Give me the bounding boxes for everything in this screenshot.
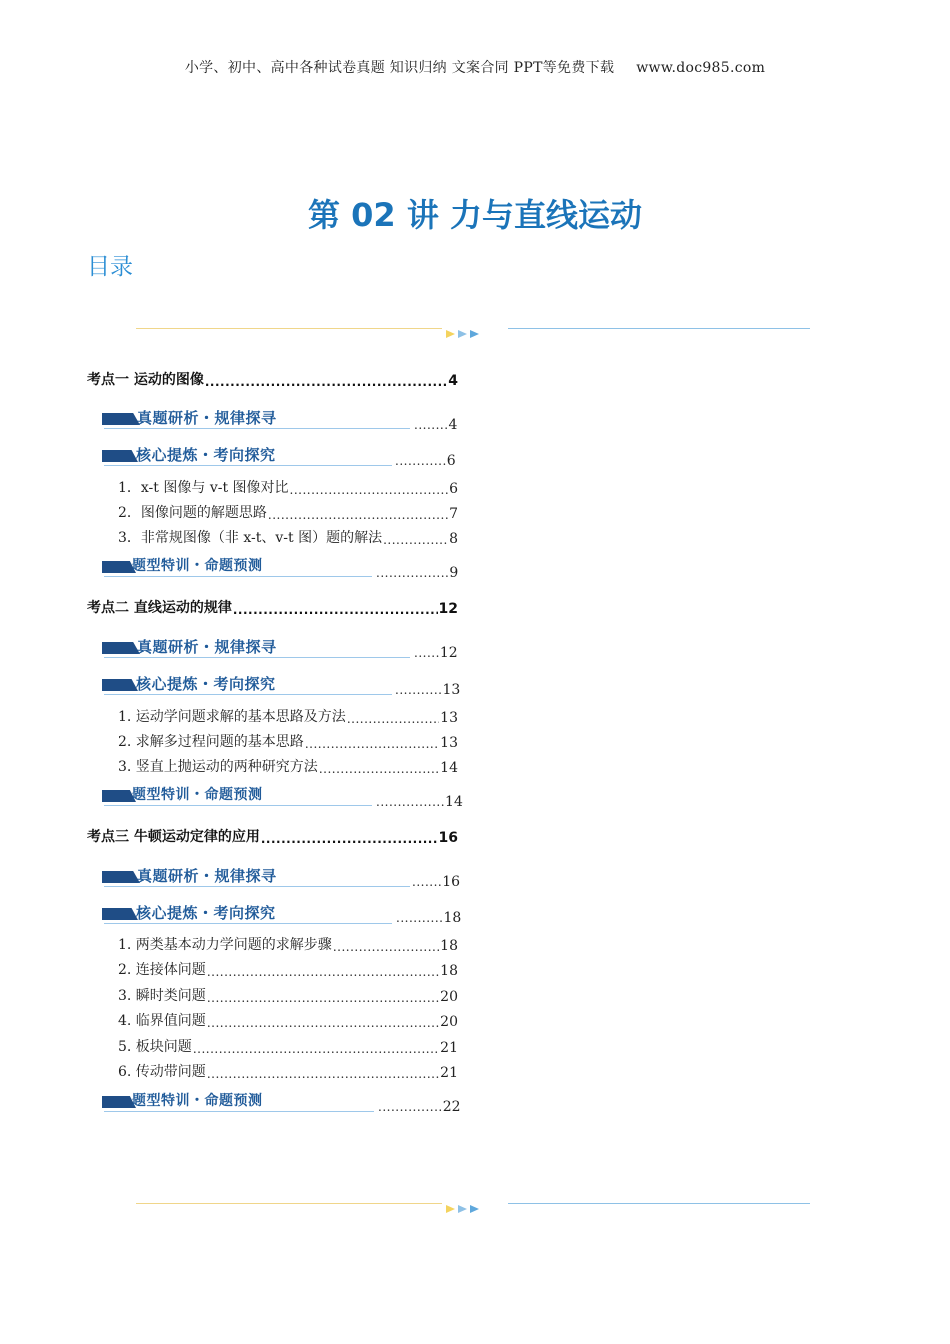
divider-bottom [136, 1198, 810, 1210]
banner-text: 核心提炼・考向探究 [136, 675, 276, 693]
toc-item[interactable]: 4. 临界值问题 ..... 20 [118, 1010, 458, 1030]
banner-zhenti[interactable] [102, 407, 412, 429]
banner-hexin[interactable] [102, 444, 394, 466]
banner-text: 真题研析・规律探寻 [137, 409, 277, 427]
toc-item[interactable]: 1. 运动学问题求解的基本思路及方法 ..... 13 [118, 706, 458, 726]
banner-zhenti[interactable] [102, 636, 412, 658]
banner-text: 题型特训・命题预测 [132, 787, 263, 803]
toc-section-1[interactable] [87, 369, 458, 389]
toc-item[interactable]: 3. 瞬时类问题 ..... 20 [118, 985, 458, 1005]
banner-page: .................9 [376, 565, 459, 581]
banner-page: ...........18 [396, 910, 462, 926]
banner-page: ......12 [414, 645, 458, 661]
toc-page-number: 4 [448, 373, 458, 389]
toc-page-number: 12 [438, 601, 458, 617]
toc-section-3[interactable] [87, 826, 458, 846]
toc-heading: 目录 [87, 254, 133, 280]
banner-page: ................14 [376, 794, 463, 810]
toc-page-number: 16 [438, 830, 458, 846]
banner-text: 题型特训・命题预测 [132, 558, 263, 574]
banner-zhenti[interactable] [102, 865, 412, 887]
page-header [0, 57, 950, 77]
banner-text: 真题研析・规律探寻 [137, 867, 277, 885]
banner-flag-icon [102, 871, 140, 883]
toc-section-title: 考点一 运动的图像 [87, 372, 204, 388]
toc-item[interactable]: 2. 求解多过程问题的基本思路 ..... 13 [118, 731, 458, 751]
triple-arrow-icon [446, 323, 482, 342]
toc-section-2[interactable] [87, 597, 458, 617]
banner-flag-icon [102, 413, 140, 425]
banner-page: .......16 [412, 874, 461, 890]
toc-item[interactable]: 5. 板块问题 ..... 21 [118, 1036, 458, 1056]
toc-item[interactable]: 2. 连接体问题 ..... 18 [118, 959, 458, 979]
toc-item[interactable]: 3. 竖直上抛运动的两种研究方法 ..... 14 [118, 756, 458, 776]
page-title: 第 02 讲 力与直线运动 [308, 196, 642, 234]
banner-tixing[interactable] [102, 784, 374, 806]
banner-flag-icon [102, 790, 136, 802]
banner-tixing[interactable] [102, 1090, 376, 1112]
toc-item[interactable]: 2．图像问题的解题思路 ..... 7 [118, 502, 458, 522]
toc-section-title: 考点二 直线运动的规律 [87, 600, 232, 616]
header-url[interactable]: www.doc985.com [636, 60, 766, 76]
divider-top [136, 323, 810, 335]
banner-tixing[interactable] [102, 555, 374, 577]
toc-item[interactable]: 1. 两类基本动力学问题的求解步骤 ..... 18 [118, 934, 458, 954]
banner-page: ............6 [395, 453, 456, 469]
banner-text: 核心提炼・考向探究 [136, 446, 276, 464]
banner-page: ........4 [414, 417, 458, 433]
toc-item[interactable]: 6. 传动带问题 ..... 21 [118, 1061, 458, 1081]
banner-hexin[interactable] [102, 902, 394, 924]
banner-flag-icon [102, 908, 138, 920]
header-text: 小学、初中、高中各种试卷真题 知识归纳 文案合同 PPT等免费下载 [184, 60, 615, 76]
banner-page: ...........13 [395, 682, 461, 698]
banner-flag-icon [102, 450, 138, 462]
triple-arrow-icon [446, 1198, 482, 1217]
toc-item[interactable]: 1．x-t 图像与 v-t 图像对比 ..... 6 [118, 477, 458, 497]
banner-flag-icon [102, 679, 138, 691]
banner-hexin[interactable] [102, 673, 394, 695]
toc-item[interactable]: 3．非常规图像（非 x-t、v-t 图）题的解法 ..... 8 [118, 527, 458, 547]
banner-flag-icon [102, 1096, 136, 1108]
banner-text: 核心提炼・考向探究 [136, 904, 276, 922]
banner-text: 题型特训・命题预测 [132, 1093, 263, 1109]
toc-section-title: 考点三 牛顿运动定律的应用 [87, 829, 260, 845]
banner-flag-icon [102, 561, 136, 573]
banner-flag-icon [102, 642, 140, 654]
banner-page: ...............22 [378, 1099, 461, 1115]
banner-text: 真题研析・规律探寻 [137, 638, 277, 656]
